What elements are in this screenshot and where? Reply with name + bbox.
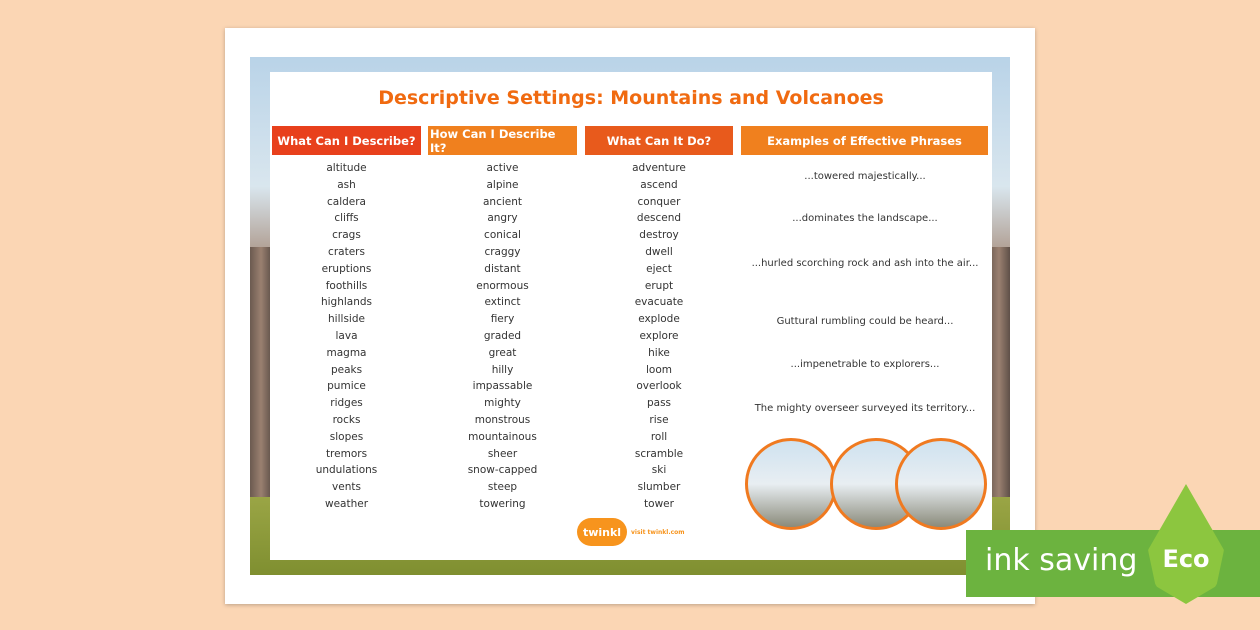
word-item: adventure: [632, 162, 686, 174]
rock-left: [250, 247, 272, 497]
phrase: Guttural rumbling could be heard...: [776, 316, 954, 327]
word-item: rocks: [332, 413, 361, 426]
header-how: How Can I Describe It?: [428, 126, 577, 155]
phrase: ...hurled scorching rock and ash into the air...: [751, 258, 979, 269]
word-item: eject: [646, 262, 672, 275]
do-list: [585, 160, 733, 513]
word-item: descend: [636, 212, 682, 225]
word-item: craggy: [484, 245, 521, 258]
word-item: pumice: [327, 380, 366, 393]
photo-circle: [745, 438, 837, 530]
word-item: ancient: [482, 195, 522, 208]
word-item: explode: [638, 313, 680, 326]
word-item: explore: [639, 329, 679, 342]
logo-url: visit twinkl.com: [631, 529, 685, 536]
word-item: alpine: [486, 178, 519, 191]
word-item: hike: [648, 346, 670, 359]
word-item: ridges: [330, 397, 363, 410]
word-item: steep: [487, 481, 518, 494]
word-item: evacuate: [634, 296, 684, 309]
word-item: monstrous: [474, 413, 531, 426]
twinkl-logo: twinkl: [577, 518, 627, 546]
word-item: fiery: [490, 313, 515, 326]
header-do: What Can It Do?: [585, 126, 733, 155]
eco-text: ink saving: [985, 543, 1138, 578]
header-describe: What Can I Describe?: [272, 126, 421, 155]
phrase: ...towered majestically...: [804, 171, 926, 182]
word-item: pass: [646, 397, 672, 410]
word-item: tremors: [325, 447, 368, 460]
photo-circle: [895, 438, 987, 530]
word-item: roll: [650, 430, 668, 443]
page-title: Descriptive Settings: Mountains and Volcanoes: [378, 87, 884, 109]
word-item: mountainous: [468, 430, 537, 443]
word-item: conquer: [637, 195, 681, 208]
phrase: ...impenetrable to explorers...: [790, 359, 940, 370]
word-item: crags: [332, 229, 361, 242]
word-item: destroy: [639, 229, 679, 242]
word-item: weather: [324, 497, 369, 510]
word-item: distant: [484, 262, 521, 275]
word-item: great: [488, 346, 517, 359]
word-item: towering: [479, 497, 526, 510]
how-list: [428, 160, 577, 513]
word-item: hillside: [328, 313, 365, 326]
word-item: highlands: [320, 296, 373, 309]
word-item: eruptions: [321, 262, 372, 275]
word-item: slumber: [637, 481, 681, 494]
word-item: dwell: [645, 245, 673, 258]
word-item: tower: [644, 497, 674, 510]
word-item: graded: [483, 329, 522, 342]
word-item: lava: [335, 329, 358, 342]
word-item: craters: [328, 245, 365, 258]
word-item: cliffs: [334, 212, 359, 225]
word-item: sheer: [487, 447, 518, 460]
word-item: enormous: [476, 279, 529, 292]
word-item: mighty: [484, 397, 521, 410]
phrase: The mighty overseer surveyed its territory...: [754, 403, 976, 414]
word-item: peaks: [330, 363, 363, 376]
word-item: rise: [649, 413, 669, 426]
word-item: ash: [337, 178, 356, 191]
header-phrases: Examples of Effective Phrases: [741, 126, 988, 155]
word-item: erupt: [644, 279, 674, 292]
word-item: caldera: [326, 195, 366, 208]
word-item: altitude: [326, 162, 367, 174]
word-item: slopes: [329, 430, 364, 443]
eco-label: Eco: [1162, 545, 1210, 573]
phrase: ...dominates the landscape...: [792, 213, 938, 224]
word-item: impassable: [472, 380, 533, 393]
word-item: magma: [326, 346, 367, 359]
word-item: conical: [484, 229, 521, 242]
word-item: ski: [651, 464, 667, 477]
word-item: overlook: [636, 380, 682, 393]
word-item: loom: [646, 363, 672, 376]
word-item: angry: [487, 212, 518, 225]
word-item: foothills: [325, 279, 368, 292]
word-item: undulations: [315, 464, 378, 477]
word-item: hilly: [491, 363, 514, 376]
leaf-icon: [1148, 484, 1224, 604]
word-item: snow-capped: [467, 464, 538, 477]
word-item: active: [486, 162, 519, 174]
word-item: extinct: [484, 296, 521, 309]
describe-list: [272, 160, 421, 513]
word-item: scramble: [634, 447, 684, 460]
word-item: ascend: [640, 178, 678, 191]
word-item: vents: [332, 481, 361, 494]
